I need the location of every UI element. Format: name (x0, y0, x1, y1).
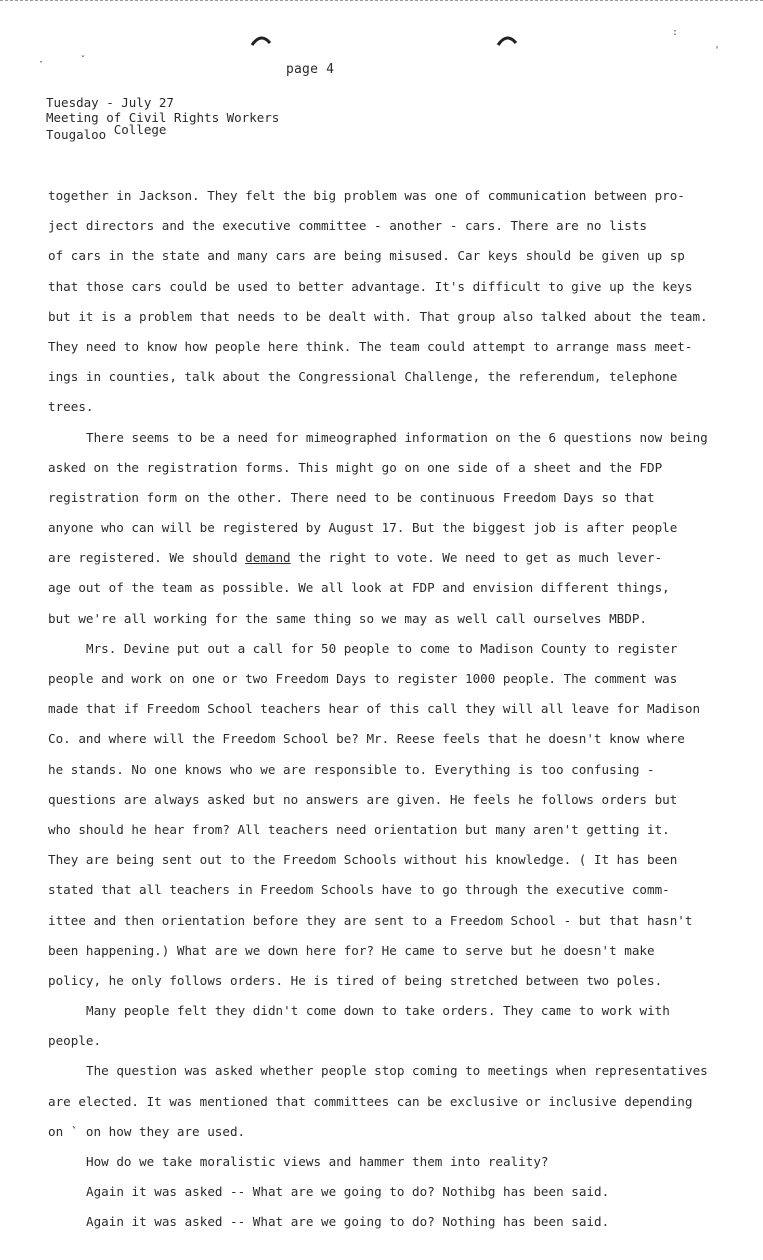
header-meeting-title: Meeting of Civil Rights Workers (46, 110, 280, 125)
body-line: people. (48, 1033, 102, 1049)
body-line: ings in counties, talk about the Congressional Challenge, the referendum, telephone (48, 369, 678, 385)
body-line: How do we take moralistic views and hammer them into reality? (86, 1154, 549, 1169)
body-line: people and work on one or two Freedom Days to register 1000 people. The comment was (48, 671, 678, 686)
body-line: questions are always asked but no answers are given. He feels he follows orders but (48, 791, 678, 807)
body-line: There seems to be a need for mimeographed information on the 6 questions now being (86, 429, 708, 445)
body-line: are registered. We should demand the right to vote. We need to get as much lever- (48, 550, 663, 566)
page-top-edge (0, 0, 763, 1)
body-line: but we're all working for the same thing so we may as well call ourselves MBDP. (48, 610, 647, 626)
body-line: trees. (48, 399, 94, 415)
body-line: stated that all teachers in Freedom Schools have to go through the executive comm- (48, 882, 670, 898)
speck-mark: : (672, 27, 679, 38)
body-line: made that if Freedom School teachers hear of this call they will all leave for Madison (48, 701, 701, 717)
body-line: ject directors and the executive committee - another - cars. There are no lists (48, 218, 647, 234)
speck-mark: ' (714, 45, 721, 56)
body-line: ittee and then orientation before they are sent to a Freedom School - but that hasn't (48, 912, 693, 928)
body-line: of cars in the state and many cars are being misused. Car keys should be given up sp (48, 248, 685, 264)
body-line: that those cars could be used to better advantage. It's difficult to give up the keys (48, 278, 693, 294)
body-line: who should he hear from? All teachers need orientation but many aren't getting it. (48, 821, 670, 837)
body-line: age out of the team as possible. We all look at FDP and envision different things, (48, 580, 670, 596)
body-line: registration form on the other. There need to be continuous Freedom Days so that (48, 489, 655, 505)
underlined-word: demand (245, 550, 291, 566)
body-line: are elected. It was mentioned that committees can be exclusive or inclusive depending (48, 1093, 693, 1109)
body-line: on ` on how they are used. (48, 1123, 246, 1139)
page-number: page 4 (286, 62, 335, 77)
body-line: Many people felt they didn't come down to take orders. They came to work with (86, 1003, 670, 1019)
body-line: Mrs. Devine put out a call for 50 people to come to Madison County to register (86, 640, 678, 656)
body-line: They need to know how people here think. The team could attempt to arrange mass meet- (48, 338, 693, 354)
body-line: The question was asked whether people stop coming to meetings when representatives (86, 1063, 708, 1079)
binder-hole-mark-right (496, 34, 514, 44)
document-body (48, 181, 748, 1238)
body-line: been happening.) What are we down here for? He came to serve but he doesn't make (48, 942, 655, 958)
body-line: Co. and where will the Freedom School be? Mr. Reese feels that he doesn't know where (48, 731, 685, 747)
document-header (46, 95, 279, 140)
speck-mark: · (38, 57, 45, 68)
header-location: Tougaloo College (46, 122, 167, 142)
body-line: asked on the registration forms. This might go on one side of a sheet and the FDP (48, 459, 663, 475)
header-date: Tuesday - July 27 (46, 95, 174, 110)
speck-mark: ˇ (80, 55, 87, 66)
body-line: They are being sent out to the Freedom Schools without his knowledge. ( It has been (48, 852, 678, 868)
body-line: policy, he only follows orders. He is tired of being stretched between two poles. (48, 972, 663, 988)
body-line: Again it was asked -- What are we going to do? Nothibg has been said. (86, 1184, 610, 1200)
body-line: anyone who can will be registered by August 17. But the biggest job is after people (48, 520, 678, 536)
body-line: but it is a problem that needs to be dealt with. That group also talked about the team. (48, 308, 708, 324)
body-line: Again it was asked -- What are we going to do? Nothing has been said. (86, 1214, 610, 1230)
body-line: together in Jackson. They felt the big problem was one of communication between pro- (48, 188, 685, 203)
binder-hole-mark-left (250, 34, 268, 44)
body-line: he stands. No one knows who we are responsible to. Everything is too confusing - (48, 761, 655, 777)
